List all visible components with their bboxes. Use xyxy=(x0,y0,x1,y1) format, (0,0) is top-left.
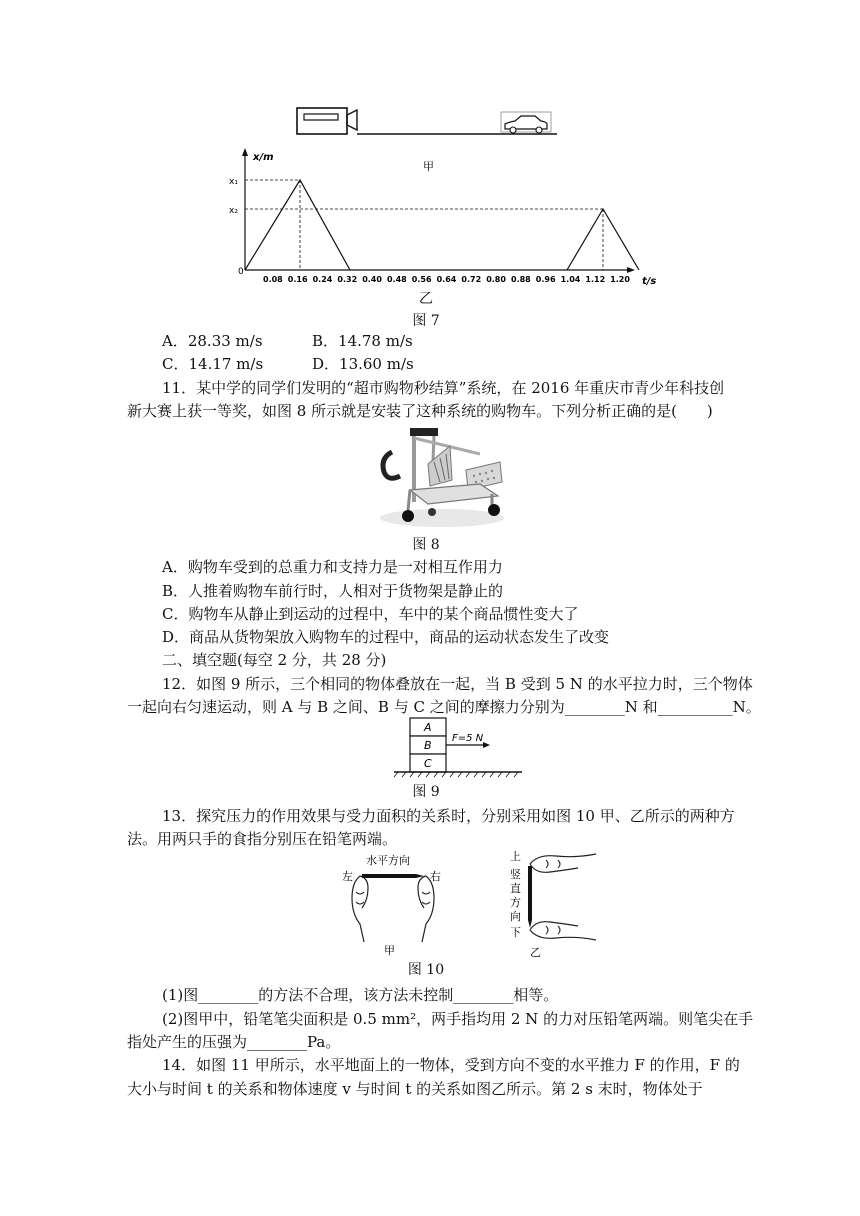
figure-10-yi-label: 乙 xyxy=(530,946,541,959)
x-tick-label: 0.64 xyxy=(436,275,457,284)
figure-10-yi-diagram xyxy=(506,846,616,961)
q11-option-c: C．购物车从静止到运动的过程中，车中的某个商品惯性变大了 xyxy=(162,605,579,623)
block-b-label: B xyxy=(424,739,432,752)
right-hand-icon xyxy=(418,876,434,942)
origin-label: 0 xyxy=(238,267,244,277)
q13-subquestion-1: (1)图________的方法不合理，该方法未控制________相等。 xyxy=(162,986,559,1004)
x-tick-labels xyxy=(263,275,630,284)
jia-top-label: 水平方向 xyxy=(366,854,410,867)
top-hand-icon xyxy=(530,854,596,872)
figure-10-jia-label: 甲 xyxy=(384,944,395,957)
jia-right-label: 右 xyxy=(430,870,441,883)
q11-stem-line-2: 新大赛上获一等奖，如图 8 所示就是安装了这种系统的购物车。下列分析正确的是( ) xyxy=(127,402,713,420)
x-tick-label: 0.72 xyxy=(461,275,482,284)
q11-option-a: A．购物车受到的总重力和支持力是一对相互作用力 xyxy=(162,558,503,576)
x-tick-label: 0.32 xyxy=(337,275,358,284)
q12-stem-line-2: 一起向右匀速运动，则 A 与 B 之间、B 与 C 之间的摩擦力分别为________N 和__________N。 xyxy=(127,698,761,716)
signal-lines xyxy=(245,180,639,270)
q11-stem-line-1: 11．某中学的同学们发明的“超市购物秒结算”系统，在 2016 年重庆市青少年科技创 xyxy=(162,379,725,397)
yi-vertical-4: 向 xyxy=(510,910,521,923)
block-a-label: A xyxy=(424,721,432,734)
x-tick-label: 0.88 xyxy=(511,275,531,284)
section-2-heading: 二、填空题(每空 2 分，共 28 分) xyxy=(162,651,387,669)
x-tick-label: 0.24 xyxy=(312,275,333,284)
q10-option-c: C．14.17 m/s xyxy=(162,355,264,373)
x-tick-label: 0.08 xyxy=(263,275,283,284)
figure-7-caption: 图 7 xyxy=(412,313,440,329)
x-tick-label: 0.80 xyxy=(486,275,506,284)
x-tick-label: 0.48 xyxy=(387,275,407,284)
q11-option-b: B．人推着购物车前行时，人相对于货物架是静止的 xyxy=(162,582,504,600)
yi-top-label: 上 xyxy=(510,850,521,863)
block-c-label: C xyxy=(424,757,432,770)
figure-7-jia-label: 甲 xyxy=(423,160,434,173)
q14-stem-line-1: 14．如图 11 甲所示，水平地面上的一物体，受到方向不变的水平推力 F 的作用，F 的 xyxy=(162,1056,740,1074)
x-tick-label: 0.56 xyxy=(411,275,432,284)
y-axis-label: x/m xyxy=(253,152,274,163)
x-tick-label: 0.96 xyxy=(535,275,556,284)
dashed-guides xyxy=(245,180,603,270)
yi-vertical-2: 直 xyxy=(510,882,521,895)
car-icon xyxy=(501,112,551,133)
jia-left-label: 左 xyxy=(342,870,353,883)
yi-vertical-3: 方 xyxy=(510,896,521,909)
figure-10-jia-diagram xyxy=(338,852,448,957)
x-axis-label: t/s xyxy=(642,276,657,287)
figure-9-diagram xyxy=(390,716,530,778)
bottom-hand-icon xyxy=(530,922,596,940)
figure-9-caption: 图 9 xyxy=(412,784,440,800)
q13-stem-line-1: 13．探究压力的作用效果与受力面积的关系时，分别采用如图 10 甲、乙所示的两种方 xyxy=(162,807,735,825)
x-tick-label: 0.16 xyxy=(287,275,308,284)
force-label: F=5 N xyxy=(452,733,484,744)
q13-subquestion-2-line-2: 指处产生的压强为________Pa。 xyxy=(127,1033,341,1051)
left-hand-icon xyxy=(352,876,368,942)
y-tick-x2: x₂ xyxy=(229,206,238,216)
x-tick-label: 1.04 xyxy=(560,275,581,284)
figure-10-caption: 图 10 xyxy=(407,962,445,978)
x-tick-label: 1.12 xyxy=(585,275,606,284)
figure-7-diagram xyxy=(225,100,675,290)
q10-option-a: A．28.33 m/s xyxy=(162,332,263,350)
q13-subquestion-2-line-1: (2)图甲中，铅笔笔尖面积是 0.5 mm²，两手指均用 2 N 的力对压铅笔两端。则笔尖在手 xyxy=(162,1010,754,1028)
x-tick-label: 0.40 xyxy=(362,275,382,284)
x-tick-label: 1.20 xyxy=(610,275,630,284)
figure-7-yi-label: 乙 xyxy=(419,291,433,307)
q13-stem-line-2: 法。用两只手的食指分别压在铅笔两端。 xyxy=(127,830,398,848)
y-tick-x1: x₁ xyxy=(229,177,238,187)
q12-stem-line-1: 12．如图 9 所示，三个相同的物体叠放在一起，当 B 受到 5 N 的水平拉力时，三个物体 xyxy=(162,675,753,693)
yi-bottom-label: 下 xyxy=(510,926,521,939)
q10-option-d: D．13.60 m/s xyxy=(312,355,414,373)
q11-option-d: D．商品从货物架放入购物车的过程中，商品的运动状态发生了改变 xyxy=(162,628,610,646)
q14-stem-line-2: 大小与时间 t 的关系和物体速度 v 与时间 t 的关系如图乙所示。第 2 s 末时，物体处于 xyxy=(127,1080,703,1098)
shopping-cart-image xyxy=(370,424,510,532)
figure-8-caption: 图 8 xyxy=(412,537,440,553)
speed-camera-device xyxy=(297,108,357,134)
q10-option-b: B．14.78 m/s xyxy=(312,332,413,350)
yi-vertical-1: 竖 xyxy=(510,868,521,881)
